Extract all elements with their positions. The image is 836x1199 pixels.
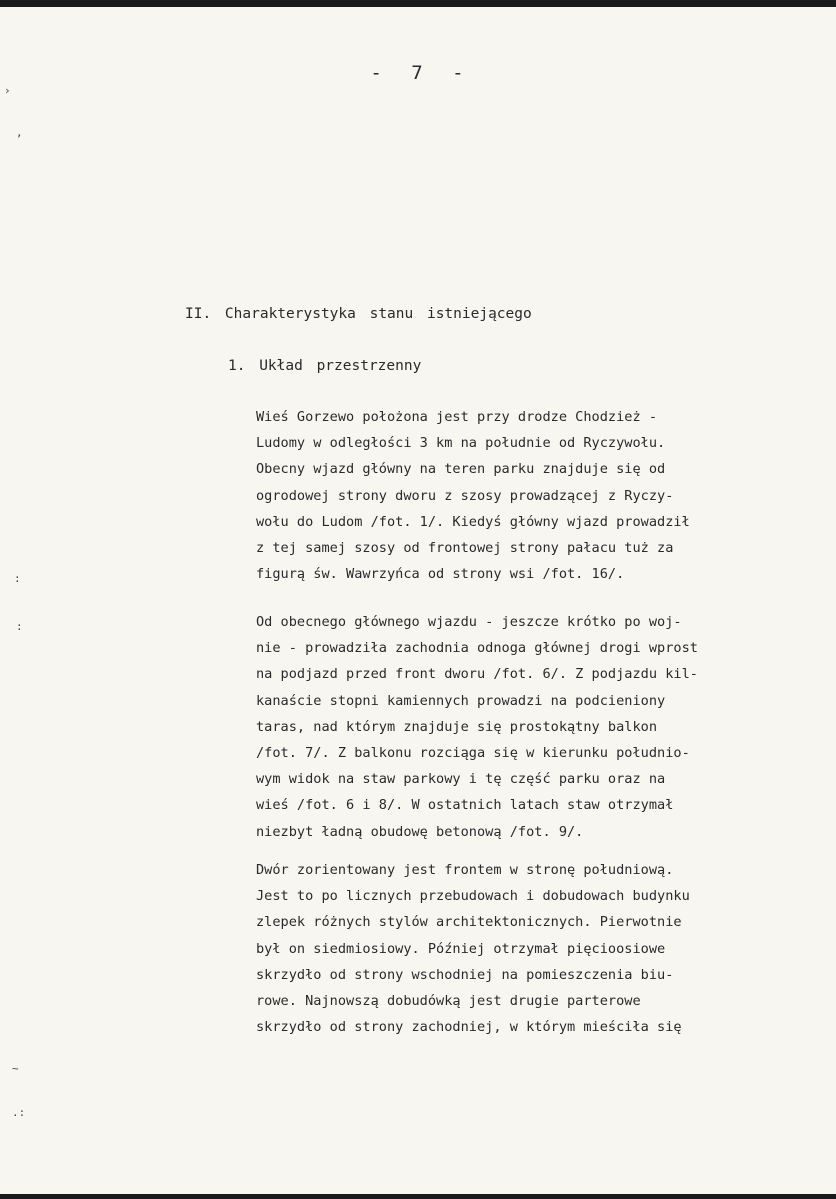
text-line: wołu do Ludom /fot. 1/. Kiedyś główny wjazd prowadził	[256, 513, 690, 530]
text-line: skrzydło od strony zachodniej, w którym mieściła się	[256, 1019, 682, 1036]
margin-mark: ,	[16, 126, 23, 139]
text-line: wym widok na staw parkowy i tę część parku oraz na	[256, 771, 666, 788]
text-line: kanaście stopni kamiennych prowadzi na podcieniony	[256, 692, 666, 709]
margin-mark: .:	[12, 1106, 26, 1119]
scan-top-edge	[0, 0, 836, 7]
text-line: Obecny wjazd główny na teren parku znajduje się od	[256, 461, 666, 478]
text-line: zlepek różnych stylów architektonicznych. Pierwotnie	[256, 914, 682, 931]
text-line: Wieś Gorzewo położona jest przy drodze Chodzież -	[256, 409, 658, 425]
text-line: /fot. 7/. Z balkonu rozciąga się w kierunku południo-	[256, 745, 690, 762]
text-line: wieś /fot. 6 i 8/. W ostatnich latach staw otrzymał	[256, 797, 674, 814]
paragraph-1	[256, 404, 816, 587]
scan-bottom-edge	[0, 1194, 836, 1199]
text-line: ogrodowej strony dworu z szosy prowadzącej z Ryczy-	[256, 487, 674, 504]
paragraph-3	[256, 857, 816, 1040]
text-line: figurą św. Wawrzyńca od strony wsi /fot. 16/.	[256, 566, 625, 583]
paragraph-2	[256, 609, 816, 845]
text-line: z tej samej szosy od frontowej strony pałacu tuż za	[256, 540, 674, 557]
margin-mark: ›	[4, 84, 11, 97]
text-line: skrzydło od strony wschodniej na pomieszczenia biu-	[256, 966, 674, 983]
margin-mark: :	[14, 572, 21, 585]
text-line: Od obecnego głównego wjazdu - jeszcze krótko po woj-	[256, 614, 682, 630]
text-line: Jest to po licznych przebudowach i dobudowach budynku	[256, 888, 690, 905]
margin-mark: :	[16, 620, 23, 633]
text-line: był on siedmiosiowy. Później otrzymał pięcioosiowe	[256, 940, 666, 957]
text-line: na podjazd przed front dworu /fot. 6/. Z podjazdu kil-	[256, 666, 698, 683]
text-line: niezbyt ładną obudowę betonową /fot. 9/.	[256, 823, 584, 840]
text-line: taras, nad którym znajduje się prostokątny balkon	[256, 718, 658, 735]
subsection-heading: 1. Układ przestrzenny	[228, 358, 422, 374]
section-heading: II. Charakterystyka stanu istniejącego	[185, 306, 532, 322]
page-number: - 7 -	[370, 62, 466, 84]
text-line: rowe. Najnowszą dobudówką jest drugie parterowe	[256, 993, 641, 1010]
text-line: nie - prowadziła zachodnia odnoga głównej drogi wprost	[256, 640, 698, 657]
text-line: Ludomy w odległości 3 km na południe od Ryczywołu.	[256, 435, 666, 452]
text-line: Dwór zorientowany jest frontem w stronę południową.	[256, 862, 674, 878]
margin-mark: ~	[12, 1062, 19, 1075]
